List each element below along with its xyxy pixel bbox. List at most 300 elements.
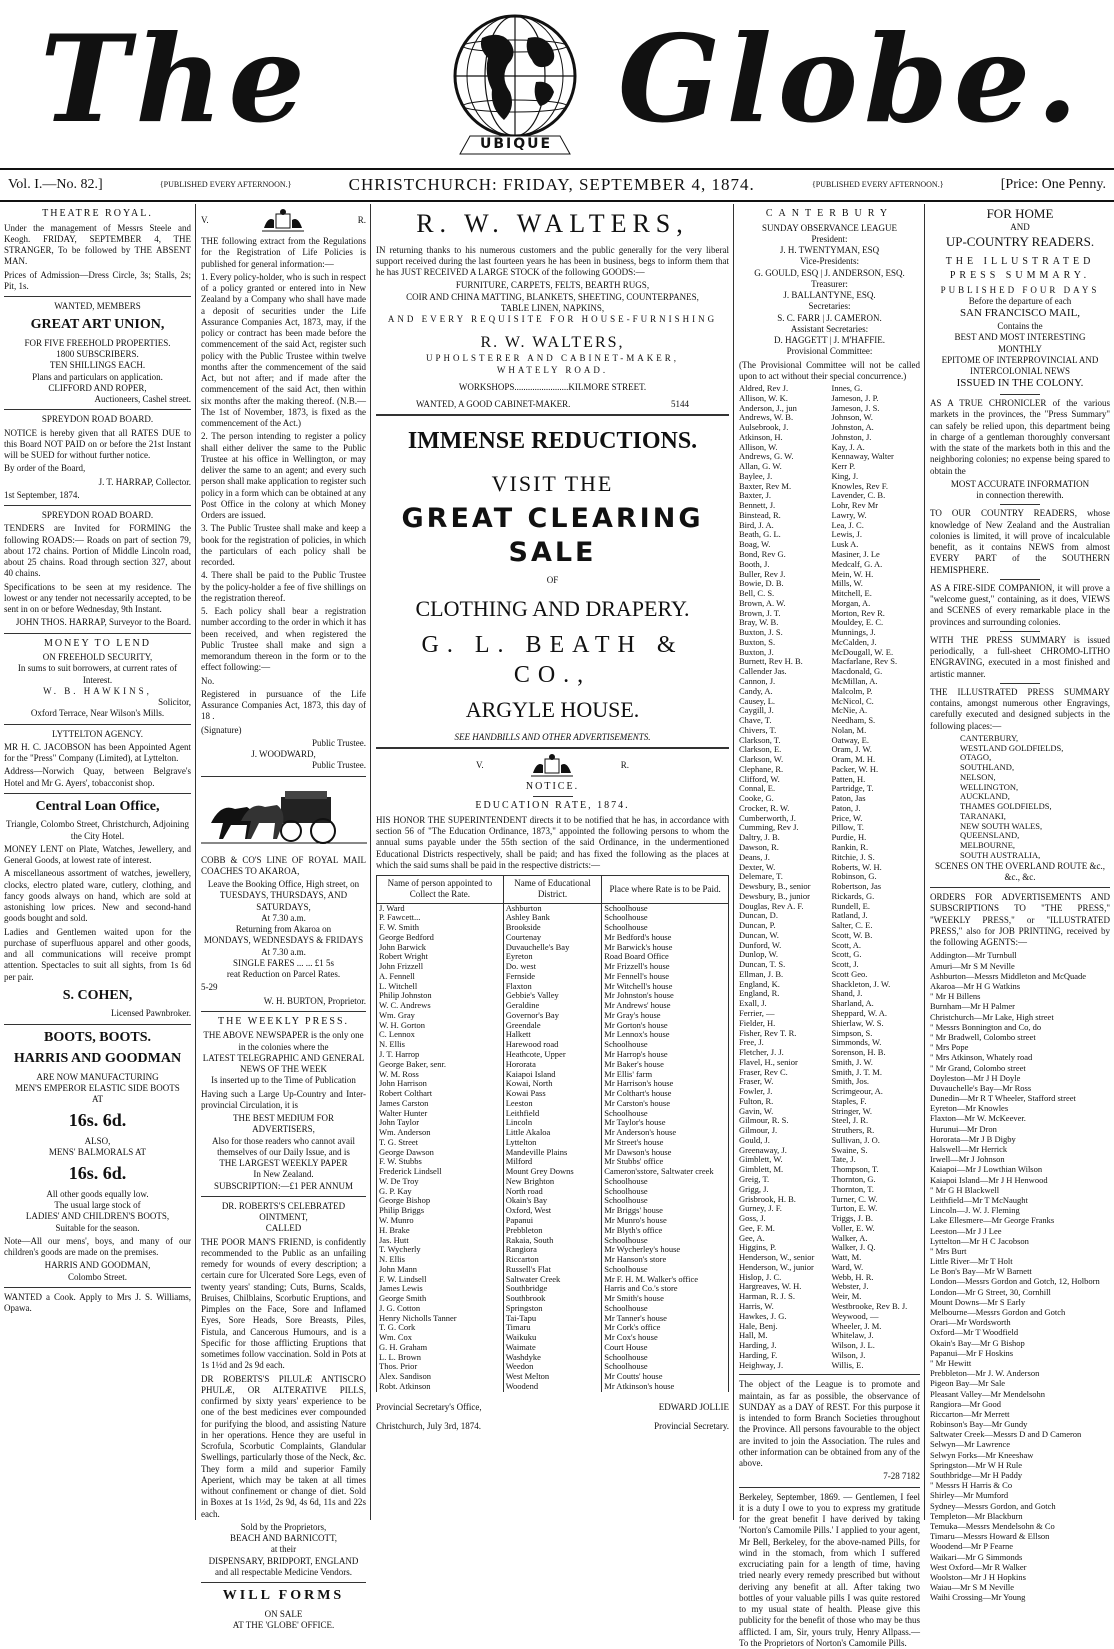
rate-district: Okain's Bay [503,1196,602,1206]
rate-district: Papanui [503,1216,602,1226]
committee-name: Webb, H. R. [831,1271,874,1282]
rw-workshops: WORKSHOPS........................KILMORE STREET. [458,381,647,392]
committee-name: Brown, J. T. [739,607,781,618]
road-board-2-spec: Specifications to be seen at my residence. The lowest or any tender not necessarily accepted, to be sent in on or before Wednesday, 9th Instant. [4,581,191,614]
cobb-time-2: At 7.30 a.m. [261,946,306,957]
rate-collector: James Lewis [377,1284,504,1294]
called-label: CALLED [265,1223,302,1234]
rate-place: Mr Carston's house [602,1099,729,1109]
committee-name: Jameson, J. P. [831,392,879,403]
rate-collector: P. Fawcett... [377,913,504,923]
road-board-notice: NOTICE is hereby given that all RATES DUE to this Board NOT PAID on or before the 21st Instant will be SUED for without further notice. [4,427,191,460]
committee-name: Bennett, J. [739,500,776,511]
list-item: " Mr Hewitt [930,1357,972,1368]
table-row [377,1196,729,1206]
committee-name: Walker, J. Q. [831,1242,876,1253]
treasurer: J. BALLANTYNE, ESQ. [783,290,876,300]
handbills-note: SEE HANDBILLS AND OTHER ADVERTISEMENTS. [454,731,651,742]
committee-name: Wilson, J. L. [831,1340,875,1351]
coach-icon [201,783,367,849]
woodward: J. WOODWARD, [251,749,316,759]
also-label: ALSO, [84,1135,111,1146]
committee-name: Oram, J. W. [831,744,872,755]
committee-name: Ritchie, J. S. [831,851,875,862]
column-1 [0,204,196,1520]
globe-office: AT THE 'GLOBE' OFFICE. [232,1619,335,1630]
rate-place: Schoolhouse [602,1177,729,1187]
rate-collector: Henry Nicholls Tanner [377,1314,504,1324]
list-item: AUCKLAND, [960,791,1010,802]
rate-district: Halkett [503,1030,602,1040]
beath-company: G. L. BEATH & CO., [421,632,684,688]
committee-name: Cannon, J. [739,675,776,686]
committee-name: Weir, M. [831,1291,862,1302]
committee-name: Scrimgeour, A. [831,1086,883,1097]
rate-district: Brookside [503,923,602,933]
table-row [377,1353,729,1363]
committee-name: Thornton, T. [831,1183,874,1194]
rate-collector: Wm. Cox [377,1333,504,1343]
list-item: Halswell—Mr Herrick [930,1144,1008,1155]
league-canterbury: CANTERBURY [765,208,894,219]
rate-place: Mr Colthart's house [602,1089,729,1099]
committee-name: Allison, W. K. [739,392,788,403]
road-board-order: By order of the Board, [4,463,86,474]
loan-text: MONEY LENT on Plate, Watches, Jewellery, and General Goods, at lowest rate of interest. [4,843,191,865]
committee-name: Oram, M. H. [831,754,876,765]
rate-place: Schoolhouse [602,923,729,933]
ointment-text: THE POOR MAN'S FRIEND, is confidently recommended to the Public as an unfailing remedy for wounds of every description; a certain cure for Ulcerated Sore Legs, even of twenty years' standing; Cuts, Burns, Scalds, Bruises, Chilblains, Scorbutic Eruptions, and Pimples on the Face, Sore and Inflamed Eyes, Sore Heads, Sore Breasts, Piles, Fistula, and Cancerous Humours, and is a Specific for those afflicting Eruptions that sometimes follow vaccination. Sold in Pots at 1s 1½d and 2s 9d each. [201,1236,366,1371]
committee-name: Anderson, J., jun [739,402,797,413]
list-item: Hurunui—Mr Dron [930,1123,997,1134]
table-row [377,1011,729,1021]
committee-name: Clarkson, T. [739,734,781,745]
committee-name: Bell, C. S. [739,588,775,599]
committee-name: Hislop, J. C. [739,1271,782,1282]
committee-name: Paton, Jas [831,793,866,804]
list-item: SOUTH AUSTRALIA, [960,849,1041,860]
list-item: Ashburton—Messrs Middleton and McQuade [930,970,1087,981]
committee-name: Innes, G. [831,383,863,393]
committee-name: Ratland, J. [831,910,868,921]
rate-collector: John Mann [377,1265,504,1275]
rate-collector: John Barwick [377,943,504,953]
upcountry-readers: UP-COUNTRY READERS. [945,233,1095,249]
crest-r-2: R. [620,760,629,771]
table-row [377,1089,729,1099]
place-date: CHRISTCHURCH: FRIDAY, SEPTEMBER 4, 1874. [348,175,755,194]
list-item: OTAGO, [960,752,992,763]
table-row [377,1284,729,1294]
committee-name: Clarkson, E. [739,744,782,755]
rate-collector: George Dawson [377,1148,504,1158]
epitome: EPITOME OF INTERPROVINCIAL AND [941,354,1099,365]
sf-mail: SAN FRANCISCO MAIL, [959,307,1081,320]
list-item: Templeton—Mr Blackburn [930,1510,1023,1521]
committee-name: Salter, C. E. [831,920,873,931]
cobb-days-2: MONDAYS, WEDNESDAYS & FRIDAYS [203,935,364,946]
rate-collector: J. G. Cotton [377,1304,504,1314]
table-row [377,1099,729,1109]
edu-date: Christchurch, July 3rd, 1874. [376,1421,481,1432]
rate-district: Do. west [503,962,602,972]
rate-place: Schoolhouse [602,1196,729,1206]
weekly-nz: In New Zealand. [253,1169,314,1180]
rate-district: Riccarton [503,1255,602,1265]
list-item: MELBOURNE, [960,840,1016,851]
list-item: Springston—Mr W H Rule [930,1459,1023,1470]
committee-name: England, K. [739,978,780,989]
at-label: AT [92,1094,103,1104]
committee-name: Gilmour, R. S. [739,1115,789,1126]
rate-district: Prebbleton [503,1226,602,1236]
committee-name: Bond, Rev G. [739,549,786,560]
rate-district: Little Akaloa [503,1128,602,1138]
rate-district: Timaru [503,1323,602,1333]
berkeley-testimonial: Berkeley, September, 1869. — Gentlemen, I feel it is a duty I owe to you to express my gratitude for the great benefit I have derived by taking 'Norton's Camomile Pills.' I applied to your agent, Mr Bell, Berkeley, for the above-named Pills, for wind in the stomach, from which I suffered excruciating pain for a length of time, having tried nearly every remedy prescribed but without deriving any benefit at all. After taking two bottles of your valuable pills I was quite restored to my usual state of health. Please give this publicity for the benefit of those who may be thus afflicted. I am, Sir, yours truly, Henry Allpass.—To the Proprietors of Norton's Camomile Pills. [739,1491,920,1648]
rw-walters-title: R. W. WALTERS, [416,209,689,238]
list-item: Dunedin—Mr R T Wheeler, Stafford street [930,1093,1076,1104]
list-item: " Mr Bradwell, Colombo street [930,1031,1036,1042]
rate-place: Mr Briggs' house [602,1206,729,1216]
list-item: Amuri—Mr S M Neville [930,960,1015,971]
committee-name: Sullivan, J. O. [831,1134,880,1145]
rates-header-district: Name of Educational District. [503,876,602,904]
committee-name: Dunlop, W. [739,949,778,960]
rate-collector: F. W. Lindsell [377,1275,504,1285]
committee-name: Watt, M. [831,1252,862,1263]
rate-place: Harris and Co.'s store [602,1284,729,1294]
committee-name: Packer, W. H. [831,763,879,774]
list-item: Flaxton—Mr W. McKeever. [930,1113,1026,1124]
masthead-title-left: The [40,9,311,150]
committee-name: Baxter, Rev M. [739,480,792,491]
table-row [377,1245,729,1255]
committee-name: Robertson, Jas [831,881,882,892]
money-on: ON FREEHOLD SECURITY, [42,652,153,662]
rate-district: Kowai, North [503,1079,602,1089]
committee-name: Patten, H. [831,773,866,784]
woodward-role: Public Trustee. [311,760,366,771]
list-item: Okain's Bay—Mr G Bishop [930,1337,1025,1348]
list-item: Selwyn Forks—Mr Kneeshaw [930,1449,1034,1460]
rate-place: Mr Stubbs' office [602,1157,729,1167]
rate-place: Mr Anderson's house [602,1128,729,1138]
committee-name: Henderson, W., junior [739,1261,814,1272]
notice-title: NOTICE. [525,780,580,792]
table-row [377,972,729,982]
table-row [377,1323,729,1333]
education-text: HIS HONOR THE SUPERINTENDENT directs it to be notified that he has, in accordance with section 56 of "The Education Ordinance, 1873," appointed the following persons to whom the annual sums payable under the 55th section of the said Ordinance, in the undermentioned Educational Districts respectively, shall be paid; and has fixed the following as the places at which the said sums shall be paid in the respective districts:— [376,814,729,870]
committee-name: Duncan, T. S. [739,959,786,970]
committee-name: Ward, W. [831,1261,864,1272]
list-item: Pleasant Valley—Mr Mendelsohn [930,1388,1046,1399]
committee-name: Oatway, E. [831,734,869,745]
committee-name: Aulsebrook, J. [739,422,789,433]
committee-name: Chivers, T. [739,724,777,735]
committee-name: Roberts, W. H. [831,861,882,872]
loan-text-3: Ladies and Gentlemen waited upon for the purchase of superfluous apparel and other goods, and all communications will receive prompt attention. Spectacles to suit all sights, from 1s 6d per pair. [4,926,191,982]
list-item: Southbridge—Mr H Paddy [930,1470,1023,1481]
rate-district: Lyttelton [503,1138,602,1148]
committee-name: Douglas, Rev A. F. [739,900,804,911]
committee-name: Smith, J. W. [831,1056,873,1067]
committee-name: Callender Jas. [739,666,787,677]
loan-address: Triangle, Colombo Street, Christchurch, Adjoining the City Hotel. [6,819,189,841]
committee-name: Buxton, J. S. [739,627,783,638]
published-four-days: PUBLISHED FOUR DAYS [940,284,1100,295]
stock-note: The usual large stock of [54,1200,141,1210]
list-item: Waikari—Mr G Simmonds [930,1551,1023,1562]
list-item: SOUTHLAND, [960,762,1015,773]
weekly-subscription: SUBSCRIPTION:—£1 PER ANNUM [213,1180,354,1191]
list-item: Shirley—Mr Mumford [930,1490,1009,1501]
committee-name: Staples, F. [831,1095,867,1106]
committee-name: Aldred, Rev J. [739,383,789,393]
road-board-2-title: SPREYDON ROAD BOARD. [41,510,154,520]
on-sale: ON SALE [264,1608,303,1619]
committee-name: Weywood, — [831,1310,879,1321]
life-public-trustee: Public Trustee. [311,737,366,748]
will-forms: WILL FORMS [222,1588,345,1603]
weekly-text-4: Also for those readers who cannot avail themselves of our Daily Issue, and is [212,1135,355,1157]
harris-goodman: HARRIS AND GOODMAN [13,1051,182,1066]
boots-price-2: 16s. 6d. [68,1163,127,1184]
rate-place: Schoolhouse [602,1187,729,1197]
road-board-2-tenders: TENDERS are Invited for FORMING the following ROADS:— Roads on part of section 79, about 172 chains. Portion of Middle Lincoln road, about 25 chains. Road through section 327, about 40 chains. [4,523,191,579]
accurate-info: MOST ACCURATE INFORMATION [950,478,1090,489]
rate-collector: Frederick Lindsell [377,1167,504,1177]
rate-collector: F. W. Stubbs [377,1157,504,1167]
committee-name: Wheeler, J. M. [831,1320,882,1331]
rate-collector: G. H. Graham [377,1343,504,1353]
rate-place: Mr Harrison's house [602,1079,729,1089]
committee-name: Connal, E. [739,783,776,794]
motto: UBIQUE [480,136,553,152]
clifford: CLIFFORD AND ROPER, [48,382,147,393]
cobb-fares: SINGLE FARES ... ... £1 5s [232,957,335,968]
art-union: GREAT ART UNION, [30,317,165,333]
press-summary: PRESS SUMMARY. [949,270,1091,282]
life-clause-1: 1. Every policy-holder, who is such in respect of a policy granted or entered into in New Zealand by a Company who shall have made a deposit of securities under the Life Assurance Companies Act, 1873, may, if the policy or contract has been made before the commencement of the said Act, register such policy with the Public Trustee within twelve months after the commencement of the said Act, but not after; and if made after the commencement of the said Act, then within six months after the making thereof. (N.B.—The 1st of November, 1873, is fixed as the commencement of the Act.) [201,271,366,428]
committee-name: Morgan, A. [831,597,871,608]
rate-collector: W. M. Ross [377,1070,504,1080]
theatre-title: THEATRE ROYAL. [42,208,153,219]
rate-place: Mr Ellis' farm [602,1070,729,1080]
visit-the: VISIT THE [491,471,614,497]
therewith: in connection therewith. [976,490,1064,500]
rate-place: Mr Coutts' house [602,1372,729,1382]
rate-collector: Thos. Prior [377,1362,504,1372]
committee-name: Scott, W. B. [831,929,873,940]
list-item: Addington—Mr Turnbull [930,950,1017,961]
rate-place: Mr Tanner's house [602,1314,729,1324]
committee-name: Buxton, S. [739,636,776,647]
list-item: Mount Downs—Mr S Early [930,1296,1026,1307]
rate-place: Mr Gray's house [602,1011,729,1021]
lyttelton-title: LYTTELTON AGENCY. [52,728,143,739]
rate-district: Kowai Pass [503,1089,602,1099]
harris-goodman-2: HARRIS AND GOODMAN, [44,1260,151,1271]
rate-place: Schoolhouse [602,1304,729,1314]
premises-note: Note—All our mens', boys, and many of our children's goods are made on the premises. [4,1235,191,1257]
vice-presidents: G. GOULD, ESQ | J. ANDERSON, ESQ. [754,267,905,278]
committee-name: Buxton, J. [739,646,774,657]
table-row [377,1021,729,1031]
committee-name: Fraser, Rev C. [739,1066,788,1077]
committee-name: Free, J. [739,1037,764,1048]
committee-name: Triggs, J. B. [831,1213,873,1224]
road-board-sign: J. T. HARRAP, Collector. [98,476,191,487]
rate-collector: Alex. Sandison [377,1372,504,1382]
rate-district: Waikuku [503,1333,602,1343]
committee-name: Mouldey, E. C. [831,617,884,628]
rate-collector: C. Lennox [377,1030,504,1040]
committee-name: Lohr, Rev Mr [831,500,879,511]
rate-place: Mr Harrop's house [602,1050,729,1060]
committee-name: Fielder, H. [739,1017,776,1028]
rate-collector: W. H. Gorton [377,1021,504,1031]
life-no: No. [201,675,215,686]
rate-place: Schoolhouse [602,1040,729,1050]
rate-district: Duvauchelle's Bay [503,943,602,953]
committee-name: Allan, G. W. [739,461,782,472]
list-item: Prebbleton—Mr J. W. Anderson [930,1368,1040,1379]
committee-note: (The Provisional Committee will not be called upon to act without their special concurrence.) [739,359,920,381]
jollie: EDWARD JOLLIE [658,1401,729,1412]
fireside-text: AS A FIRE-SIDE COMPANION, it will prove a "welcome guest," containing, as it does, VIEWS and SCENES of every remarkable place in the provinces and surrounding colonies. [930,582,1110,627]
committee-name: Gimblett, M. [739,1164,784,1175]
lyttelton-address: Address—Norwich Quay, between Belgrave's Hotel and Mr G. Ayers', tobacconist shop. [4,766,191,788]
rate-district: North road [503,1187,602,1197]
committee-name: Scott, A. [831,939,862,950]
education-rate: EDUCATION RATE, 1874. [475,800,630,812]
and-label: AND [1010,222,1030,233]
list-item: Timaru—Messrs Howard & Ellson [930,1531,1050,1542]
rate-place: Mr Baker's house [602,1060,729,1070]
rate-collector: John Taylor [377,1118,504,1128]
committee-name: Brown, A. W. [739,597,786,608]
issued-colony: ISSUED IN THE COLONY. [956,377,1084,390]
rate-place: Mr Dawson's house [602,1148,729,1158]
table-row [377,1333,729,1343]
committee-name: Sheppard, W. A. [831,1008,887,1018]
rate-collector: George Smith [377,1294,504,1304]
list-item: Irwell—Mr J Johnson [930,1154,1005,1165]
league-number: 7-28 7182 [883,1471,920,1482]
rate-district: Courtenay [503,933,602,943]
list-item: " Mr H Billens [930,991,981,1002]
rate-place: Mr Johnston's house [602,991,729,1001]
rate-place: Schoolhouse [602,1362,729,1372]
rate-place: Mr Smith's house [602,1294,729,1304]
committee-name: Whitelaw, J. [831,1330,874,1341]
committee-name: Buller, Rev J. [739,568,786,579]
committee-name: Shierlaw, W. S. [831,1017,884,1028]
rate-collector: N. Ellis [377,1040,504,1050]
table-row [377,952,729,962]
list-item: Robinson's Bay—Mr Gundy [930,1419,1028,1430]
committee-name: Hale, Benj. [739,1320,778,1331]
table-row [377,913,729,923]
rate-place: Mr Blyth's office [602,1226,729,1236]
list-item: London—Messrs Gordon and Gotch, 12, Holborn [930,1276,1100,1287]
table-row [377,1070,729,1080]
rate-district: Harewood road [503,1040,602,1050]
committee-name: Mitchell, E. [831,588,872,599]
rate-place: Mr Street's house [602,1138,729,1148]
rate-collector: Philip Johnston [377,991,504,1001]
committee-name: Medcalf, G. A. [831,558,883,569]
secretaries-label: Secretaries: [808,301,851,312]
committee-name: Gavin, W. [739,1105,774,1116]
weekly-latest: LATEST TELEGRAPHIC AND GENERAL NEWS OF THE WEEK [202,1052,365,1074]
orders-text: ORDERS FOR ADVERTISEMENTS AND SUBSCRIPTIONS TO "THE PRESS," "WEEKLY PRESS," or "ILLUSTRATED PRESS," also for JOB PRINTING, received by the following AGENTS:— [930,892,1110,948]
list-item: WELLINGTON, [960,781,1019,792]
lyttelton-text: MR H. C. JACOBSON has been Appointed Agent for the "Press" Company (Limited), at Lyttelton. [4,741,191,763]
committee-names [739,384,920,1370]
list-item: Christchurch—Mr Lake, High street [930,1011,1054,1022]
committee-name: Steel, J. R. [831,1115,869,1126]
committee-name: Fletcher, J. J. [739,1047,784,1058]
list-item: Pigeon Bay—Mr Sale [930,1378,1006,1389]
rate-collector: N. Ellis [377,1255,504,1265]
sold-by: Sold by the Proprietors, [240,1521,327,1532]
published-note-left: {PUBLISHED EVERY AFTERNOON.} [159,179,292,189]
rate-collector: Wm. Anderson [377,1128,504,1138]
committee-name: Grigg, J. [739,1183,769,1194]
committee-name: Hargreaves, W. H. [739,1281,802,1292]
crest-v-2: V. [476,760,484,771]
rate-place: Mr Frizzell's house [602,962,729,972]
committee-name: Sorenson, H. B. [831,1047,886,1058]
committee-name: Clephane, R. [739,763,784,774]
overland-route: SCENES ON THE OVERLAND ROUTE &c., &c., &c. [934,860,1106,882]
committee-name: Johnston, A. [831,422,874,433]
rate-collector: L. L. Brown [377,1353,504,1363]
royal-arms-icon [258,208,308,234]
committee-name: Price, W. [831,812,863,823]
committee-name: Henderson, W., senior [739,1252,815,1263]
rate-district: Springston [503,1304,602,1314]
rate-place: Road Board Office [602,952,729,962]
committee-name: Scott Geo. [831,968,868,979]
rate-collector: Robert Colthart [377,1089,504,1099]
rate-district: Greendale [503,1021,602,1031]
rate-place: Mr Atkinson's house [602,1382,729,1392]
money-title: MONEY TO LEND [44,637,151,649]
weekly-title: THE WEEKLY PRESS. [217,1015,350,1027]
list-item: Akaroa—Mr H G Watkins [930,981,1021,992]
cobb-days: TUESDAYS, THURSDAYS, AND SATURDAYS, [219,890,348,912]
rate-collector: W. Munro [377,1216,504,1226]
list-item: Little River—Mr T Holt [930,1256,1013,1267]
rate-district: Washdyke [503,1353,602,1363]
road-board-title: SPREYDON ROAD BOARD. [41,414,154,425]
burton: W. H. BURTON, Proprietor. [263,995,366,1006]
rate-district: Eyreton [503,952,602,962]
committee-name: Smith, J. T. M. [831,1066,882,1077]
list-item: " Messrs H Harris & Co [930,1480,1013,1491]
committee-name: Thompson, T. [831,1164,879,1175]
list-item: Papanui—Mr F Hoskins [930,1347,1014,1358]
rate-district: West Melton [503,1372,602,1382]
committee-name: Walker, A. [831,1232,868,1243]
theatre-prices: Prices of Admission—Dress Circle, 3s; Stalls, 2s; Pit, 1s. [4,269,191,291]
committee-name: Kennaway, Walter [831,451,894,462]
masthead [0,0,1114,168]
rate-district: Milford [503,1157,602,1167]
